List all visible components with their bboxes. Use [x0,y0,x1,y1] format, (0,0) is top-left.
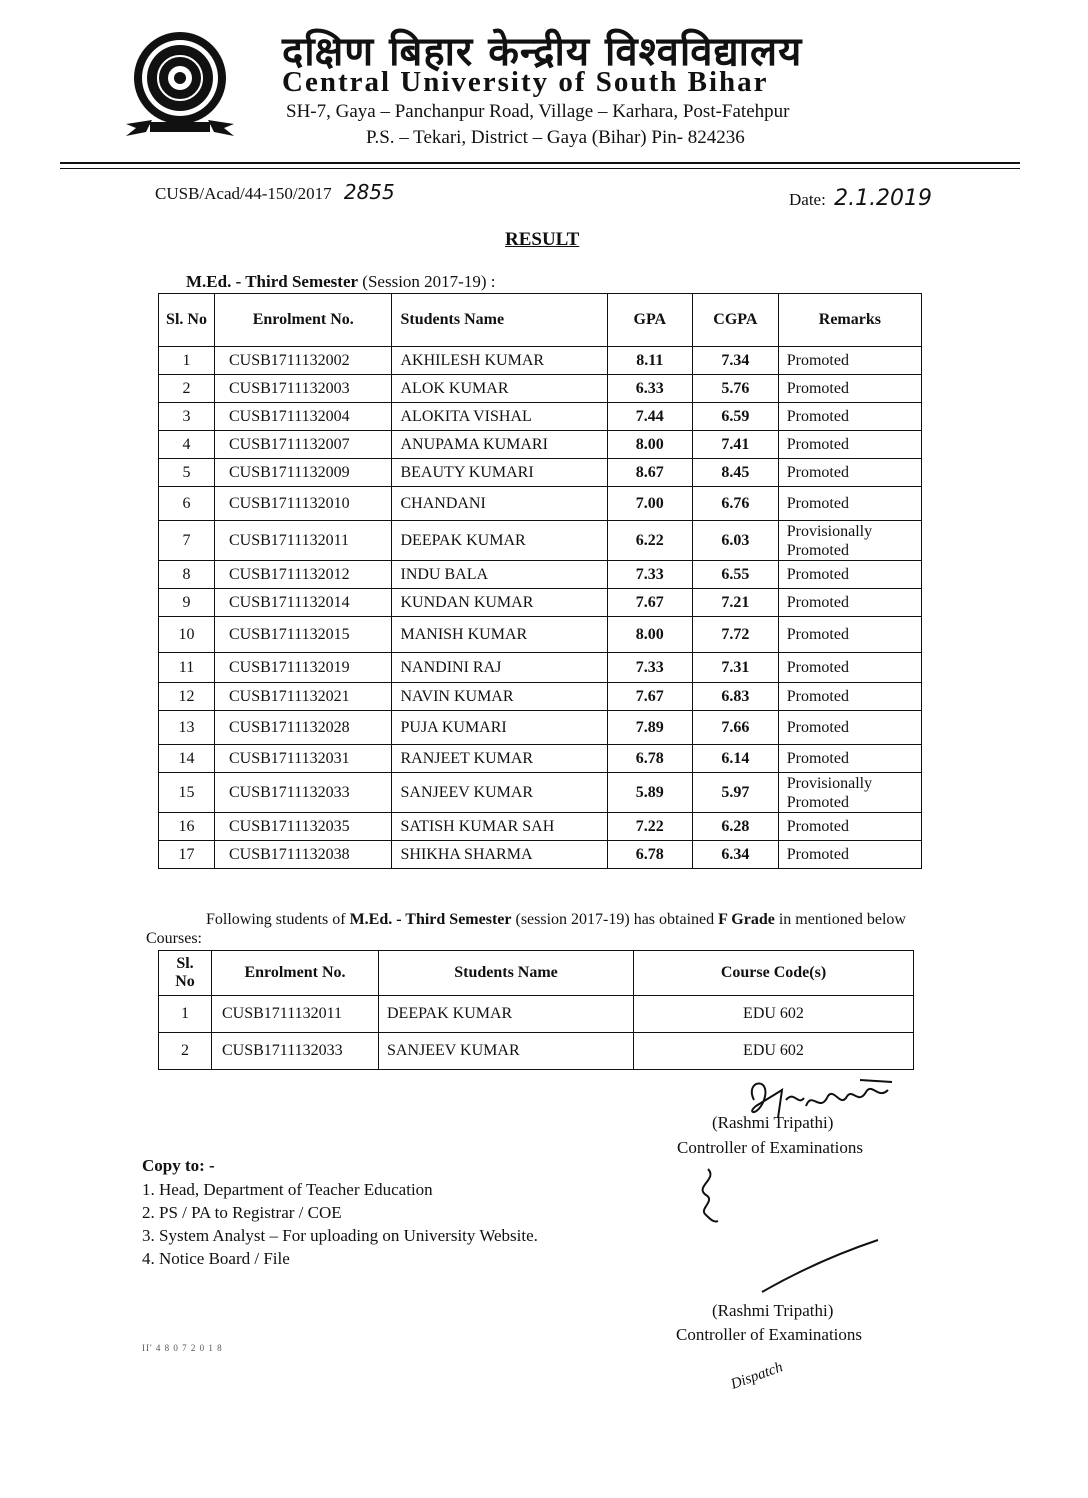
cell-sl: 6 [159,487,215,521]
cell-gpa: 7.33 [607,653,692,683]
cell-gpa: 8.00 [607,431,692,459]
cell-remarks: Promoted [778,431,921,459]
cell-cgpa: 7.72 [692,617,778,653]
cell-remarks: Promoted [778,589,921,617]
cell-remarks: Promoted [778,683,921,711]
university-name-hindi: दक्षिण बिहार केन्द्रीय विश्वविद्यालय [282,28,803,75]
address-line-1: SH-7, Gaya – Panchanpur Road, Village – Karhara, Post-Fatehpur [286,101,790,122]
notice-grade: F Grade [718,911,775,928]
copy-to-label: Copy to: - [142,1156,215,1175]
cell-sl: 16 [159,813,215,841]
table-row [159,561,922,589]
table-row [159,683,922,711]
initial-mark [688,1165,728,1225]
document-date [789,186,932,211]
cell-remarks: Promoted [778,711,921,745]
scan-code: II' 4 8 0 7 2 0 1 8 [142,1343,223,1353]
cell-cgpa: 6.34 [692,841,778,869]
cell-name: AKHILESH KUMAR [392,347,607,375]
cell-name: INDU BALA [392,561,607,589]
results-table-caption [186,272,495,292]
cell-sl: 1 [159,347,215,375]
university-logo [122,28,238,140]
results-table-body [159,347,922,869]
cell-cgpa: 5.97 [692,773,778,813]
reference-handwritten-number: 2855 [343,180,395,204]
cell-enrolment: CUSB1711132033 [215,773,392,813]
cell-gpa: 8.00 [607,617,692,653]
cell-gpa: 6.33 [607,375,692,403]
cell-cgpa: 7.66 [692,711,778,745]
university-name-english: Central University of South Bihar [282,66,769,98]
cell-cgpa: 7.21 [692,589,778,617]
cell-enrolment: CUSB1711132033 [212,1033,379,1070]
page-title: RESULT [505,229,580,250]
table-row [159,841,922,869]
notice-text-3: in mentioned below Courses: [146,911,906,947]
cell-enrolment: CUSB1711132003 [215,375,392,403]
cell-cgpa: 7.34 [692,347,778,375]
cell-name: ALOKITA VISHAL [392,403,607,431]
cell-cgpa: 6.03 [692,521,778,561]
cell-sl: 11 [159,653,215,683]
table-row [159,459,922,487]
notice-text-2: (session 2017-19) has obtained [511,911,719,928]
cell-gpa: 6.78 [607,745,692,773]
signatory-name: (Rashmi Tripathi) [712,1301,834,1320]
results-table [158,293,922,869]
cell-sl: 15 [159,773,215,813]
cell-sl: 14 [159,745,215,773]
dispatch-handwriting: Dispatch [728,1359,786,1393]
cell-enrolment: CUSB1711132021 [215,683,392,711]
cell-enrolment: CUSB1711132035 [215,813,392,841]
cell-remarks: Promoted [778,561,921,589]
cell-sl: 8 [159,561,215,589]
header-divider [60,162,1020,164]
results-table-header [159,294,922,347]
cell-cgpa: 6.59 [692,403,778,431]
signatory-name: (Rashmi Tripathi) [712,1113,834,1132]
cell-gpa: 7.44 [607,403,692,431]
cell-enrolment: CUSB1711132009 [215,459,392,487]
cell-sl: 17 [159,841,215,869]
cell-remarks: Promoted [778,617,921,653]
cell-remarks: Promoted [778,487,921,521]
cell-sl: 4 [159,431,215,459]
cell-name: SATISH KUMAR SAH [392,813,607,841]
cell-remarks: Promoted [778,459,921,487]
signatory-title: Controller of Examinations [676,1325,863,1344]
f-grade-table-header [159,951,914,996]
cell-name: KUNDAN KUMAR [392,589,607,617]
cell-name: ALOK KUMAR [392,375,607,403]
cell-sl: 2 [159,375,215,403]
reference-code: CUSB/Acad/44-150/2017 [155,184,332,203]
header-divider-thin [60,168,1020,169]
cell-name: SHIKHA SHARMA [392,841,607,869]
cell-course: EDU 602 [634,1033,914,1070]
cell-remarks: Provisionally Promoted [778,773,921,813]
copy-to-item: 3. System Analyst – For uploading on University Website. [142,1226,538,1245]
cell-cgpa: 6.28 [692,813,778,841]
cell-enrolment: CUSB1711132012 [215,561,392,589]
f-grade-notice [146,910,936,948]
cell-name: RANJEET KUMAR [392,745,607,773]
cell-sl: 9 [159,589,215,617]
table-row [159,347,922,375]
copy-to-item: 2. PS / PA to Registrar / COE [142,1203,342,1222]
notice-program: M.Ed. - Third Semester [349,911,512,928]
cell-sl: 13 [159,711,215,745]
table-row [159,403,922,431]
cell-enrolment: CUSB1711132031 [215,745,392,773]
cell-course: EDU 602 [634,996,914,1033]
cell-enrolment: CUSB1711132038 [215,841,392,869]
cell-name: PUJA KUMARI [392,711,607,745]
cell-gpa: 6.22 [607,521,692,561]
header-student-name: Students Name [392,294,607,347]
cell-sl: 2 [159,1033,212,1070]
cell-gpa: 7.67 [607,589,692,617]
cell-name: DEEPAK KUMAR [379,996,634,1033]
reference-number [155,180,395,204]
cell-name: ANUPAMA KUMARI [392,431,607,459]
cell-enrolment: CUSB1711132010 [215,487,392,521]
header-cgpa: CGPA [692,294,778,347]
table-row [159,813,922,841]
cell-remarks: Promoted [778,375,921,403]
cell-cgpa: 5.76 [692,375,778,403]
notice-text-1: Following students of [206,911,350,928]
table-row [159,589,922,617]
cell-gpa: 7.89 [607,711,692,745]
table-row [159,745,922,773]
table-row [159,996,914,1033]
cell-remarks: Promoted [778,653,921,683]
table-row [159,711,922,745]
date-value: 2.1.2019 [834,186,933,211]
table-row [159,1033,914,1070]
cell-name: SANJEEV KUMAR [379,1033,634,1070]
table-row [159,431,922,459]
date-label: Date: [789,190,826,209]
copy-to-item: 1. Head, Department of Teacher Education [142,1180,433,1199]
cell-gpa: 5.89 [607,773,692,813]
cell-remarks: Promoted [778,403,921,431]
cell-cgpa: 7.31 [692,653,778,683]
header-gpa: GPA [607,294,692,347]
cell-sl: 3 [159,403,215,431]
table-row [159,653,922,683]
table-row [159,773,922,813]
f-grade-table-body [159,996,914,1070]
table-row [159,521,922,561]
cell-remarks: Promoted [778,347,921,375]
copy-to-list [142,1180,538,1272]
cell-enrolment: CUSB1711132028 [215,711,392,745]
signature-line [760,1236,880,1296]
cell-name: CHANDANI [392,487,607,521]
cell-enrolment: CUSB1711132015 [215,617,392,653]
cell-gpa: 8.11 [607,347,692,375]
cell-sl: 1 [159,996,212,1033]
cell-gpa: 7.33 [607,561,692,589]
copy-to-item: 4. Notice Board / File [142,1249,290,1268]
cell-sl: 5 [159,459,215,487]
signatory-title: Controller of Examinations [677,1138,864,1157]
cell-cgpa: 6.83 [692,683,778,711]
cell-sl: 12 [159,683,215,711]
caption-session: (Session 2017-19) : [358,272,496,291]
cell-enrolment: CUSB1711132002 [215,347,392,375]
cell-enrolment: CUSB1711132007 [215,431,392,459]
cell-remarks: Promoted [778,745,921,773]
cell-enrolment: CUSB1711132011 [215,521,392,561]
cell-enrolment: CUSB1711132019 [215,653,392,683]
cell-name: BEAUTY KUMARI [392,459,607,487]
header-student-name: Students Name [379,951,634,996]
cell-cgpa: 8.45 [692,459,778,487]
header-sl-no: Sl. No [159,951,212,996]
cell-gpa: 7.67 [607,683,692,711]
cell-remarks: Promoted [778,813,921,841]
cell-cgpa: 7.41 [692,431,778,459]
cell-gpa: 7.00 [607,487,692,521]
table-row [159,375,922,403]
cell-gpa: 6.78 [607,841,692,869]
cell-name: NAVIN KUMAR [392,683,607,711]
cell-enrolment: CUSB1711132011 [212,996,379,1033]
cell-sl: 10 [159,617,215,653]
cell-cgpa: 6.55 [692,561,778,589]
header-enrolment: Enrolment No. [215,294,392,347]
cell-name: DEEPAK KUMAR [392,521,607,561]
header-sl-no: Sl. No [159,294,215,347]
cell-gpa: 8.67 [607,459,692,487]
header-enrolment: Enrolment No. [212,951,379,996]
table-row [159,617,922,653]
cell-enrolment: CUSB1711132014 [215,589,392,617]
cell-cgpa: 6.76 [692,487,778,521]
caption-program: M.Ed. - Third Semester [186,272,359,291]
cell-remarks: Promoted [778,841,921,869]
f-grade-table [158,950,914,1070]
cell-gpa: 7.22 [607,813,692,841]
header-course-code: Course Code(s) [634,951,914,996]
address-line-2: P.S. – Tekari, District – Gaya (Bihar) Pin- 824236 [366,127,745,148]
cell-name: NANDINI RAJ [392,653,607,683]
cell-sl: 7 [159,521,215,561]
cell-enrolment: CUSB1711132004 [215,403,392,431]
cell-cgpa: 6.14 [692,745,778,773]
cell-name: SANJEEV KUMAR [392,773,607,813]
cell-name: MANISH KUMAR [392,617,607,653]
header-remarks: Remarks [778,294,921,347]
cell-remarks: Provisionally Promoted [778,521,921,561]
table-row [159,487,922,521]
